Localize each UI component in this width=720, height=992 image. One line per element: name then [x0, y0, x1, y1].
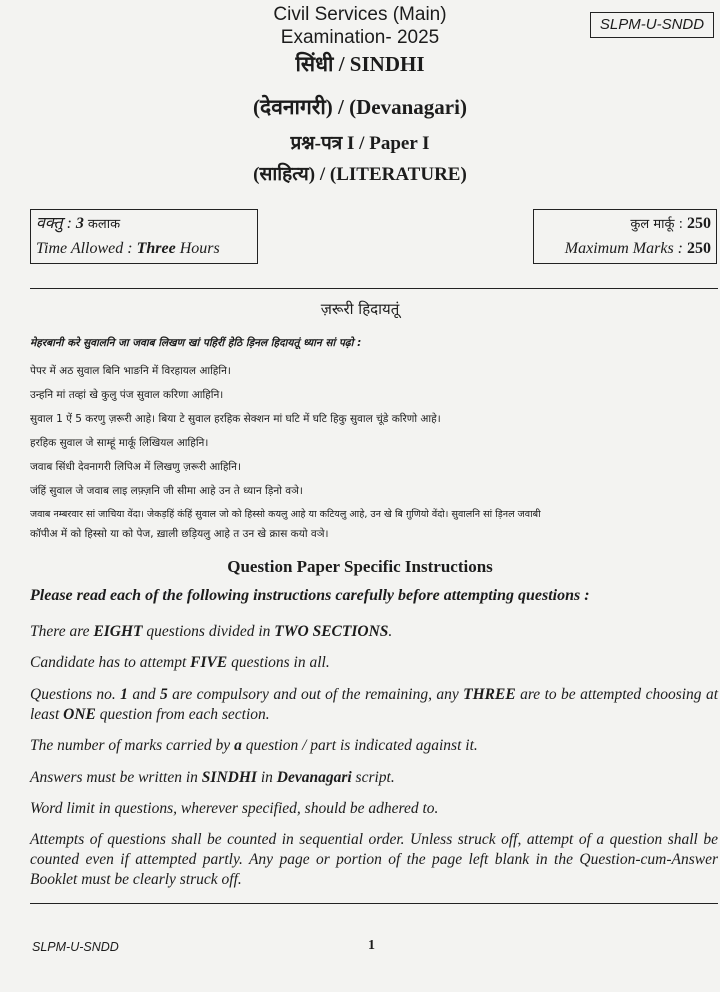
text: questions in all.: [227, 654, 330, 671]
text: in: [256, 769, 277, 786]
sindhi-instructions-lead: मेहरबानी करे सुवालनि जा जवाब लिखण खां पहिरीं हेठि ड़िनल हिदायतूं ध्यान सां पढ़ो :: [30, 337, 362, 349]
instruction-language: [30, 768, 718, 788]
text-bold: ONE: [63, 706, 96, 723]
instruction-marks: [30, 736, 718, 756]
text: question / part is indicated against it.: [241, 737, 478, 754]
footer-page-number: 1: [368, 938, 375, 953]
sindhi-instruction-line: कॉपीअ में को हिस्सो या को पेज, ख़ाली छड़ियलु आहे त उन खे क्रास कयो वञे।: [30, 528, 329, 540]
time-allowed-box: [30, 209, 258, 264]
instruction-attempt-count: [30, 653, 718, 673]
marks-english-value: 250: [687, 240, 711, 257]
text: Questions no.: [30, 686, 121, 703]
text-bold: TWO SECTIONS: [274, 623, 389, 640]
script-title: (देवनागरी) / (Devanagari): [253, 95, 467, 119]
text: The number of marks carried by: [30, 737, 235, 754]
paper-code-box: SLPM-U-SNDD: [590, 12, 714, 38]
time-sindhi-value: 3: [75, 215, 84, 232]
english-instructions-heading: Question Paper Specific Instructions: [227, 557, 493, 576]
text-bold: FIVE: [190, 654, 228, 671]
text: script.: [351, 769, 395, 786]
marks-english-row: [539, 237, 711, 261]
marks-sindhi-label: कुल मार्कू :: [630, 217, 683, 232]
exam-name: Civil Services (Main): [273, 4, 447, 25]
marks-sindhi-value: 250: [687, 215, 711, 232]
maximum-marks-box: [533, 209, 717, 264]
text: are compulsory and out of the remaining, any: [167, 686, 464, 703]
text-bold: EIGHT: [93, 623, 143, 640]
time-english-label: Time Allowed :: [36, 240, 133, 257]
divider-top: [30, 288, 718, 289]
sindhi-instruction-line: सुवाल 1 ऐं 5 करणु ज़रूरी आहे। बिया टे सुवाल हरहिक सेक्शन मां घटि में घटि हिकु सुवाल चूंडे करिणो आहे।: [30, 413, 441, 425]
time-english-value: Three: [136, 240, 176, 257]
divider-bottom: [30, 903, 718, 904]
text: Answers must be written in: [30, 769, 202, 786]
text-bold: 1: [120, 686, 128, 703]
instruction-sequential-order: Attempts of questions shall be counted in sequential order. Unless struck off, attempt of a question shall be counted even if attempted partly. Any page or portion of the page left blank in the Question-cum-Answer Booklet must be clearly struck off.: [30, 831, 718, 888]
footer-paper-code: SLPM-U-SNDD: [32, 940, 119, 954]
marks-english-label: Maximum Marks :: [564, 240, 683, 257]
sindhi-instruction-line: पेपर में अठ सुवाल बिनि भाङनि में विरहायल आहिनि।: [30, 365, 231, 377]
text-bold: SINDHI: [201, 769, 257, 786]
sindhi-instruction-line: उन्हनि मां तव्हां खे कुलु पंज सुवाल करिणा आहिनि।: [30, 389, 224, 401]
paper-title: प्रश्न-पत्र I / Paper I: [290, 133, 430, 154]
english-instructions-lead: Please read each of the following instructions carefully before attempting questions :: [30, 587, 590, 604]
text: questions divided in: [142, 623, 275, 640]
instruction-word-limit: Word limit in questions, wherever specified, should be adhered to.: [30, 800, 439, 817]
text-bold: Devanagari: [276, 769, 352, 786]
time-sindhi-row: [36, 212, 252, 237]
text-bold: THREE: [463, 686, 516, 703]
time-english-row: [36, 237, 252, 261]
sindhi-instruction-line: जवाब सिंधी देवनागरी लिपिअ में लिखणु ज़रूरी आहिनि।: [30, 461, 241, 473]
text-bold: 5: [159, 686, 168, 703]
time-sindhi-unit: कलाक: [87, 217, 121, 232]
time-english-unit: Hours: [179, 240, 220, 257]
text: There are: [30, 623, 94, 640]
sindhi-instructions-heading: ज़रूरी हिदायतूं: [320, 300, 400, 318]
text: and: [127, 686, 160, 703]
text: .: [388, 623, 393, 640]
subject-title: सिंधी / SINDHI: [295, 52, 425, 76]
instruction-compulsory: [30, 685, 718, 725]
section-title: (साहित्य) / (LITERATURE): [253, 164, 467, 185]
time-sindhi-label: वक्तु :: [36, 215, 72, 232]
instruction-sections: [30, 622, 718, 642]
sindhi-instruction-line: हरहिक सुवाल जे साम्हूं मार्कू लिखियल आहिनि।: [30, 437, 209, 449]
sindhi-instruction-line: जंहिं सुवाल जे जवाब लाइ लफ़्ज़नि जी सीमा आहे उन ते ध्यान ड़िनो वञे।: [30, 485, 303, 497]
text: question from each section.: [95, 706, 270, 723]
exam-year: Examination- 2025: [280, 27, 440, 48]
text: Candidate has to attempt: [30, 654, 191, 671]
sindhi-instruction-line: जवाब नम्बरवार सां जाचिया वेंदा। जेकड़हिं कंहिं सुवाल जो को हिस्सो कयलु आहे या कटियलु आहे, उन खे बि ग़ुणियो वेंदो। सुवालनि सां ड़िनल जवाबी: [30, 509, 541, 520]
text: are to be attempted choosing at least: [30, 686, 719, 723]
marks-sindhi-row: [539, 212, 711, 237]
text-bold: a: [234, 737, 242, 754]
